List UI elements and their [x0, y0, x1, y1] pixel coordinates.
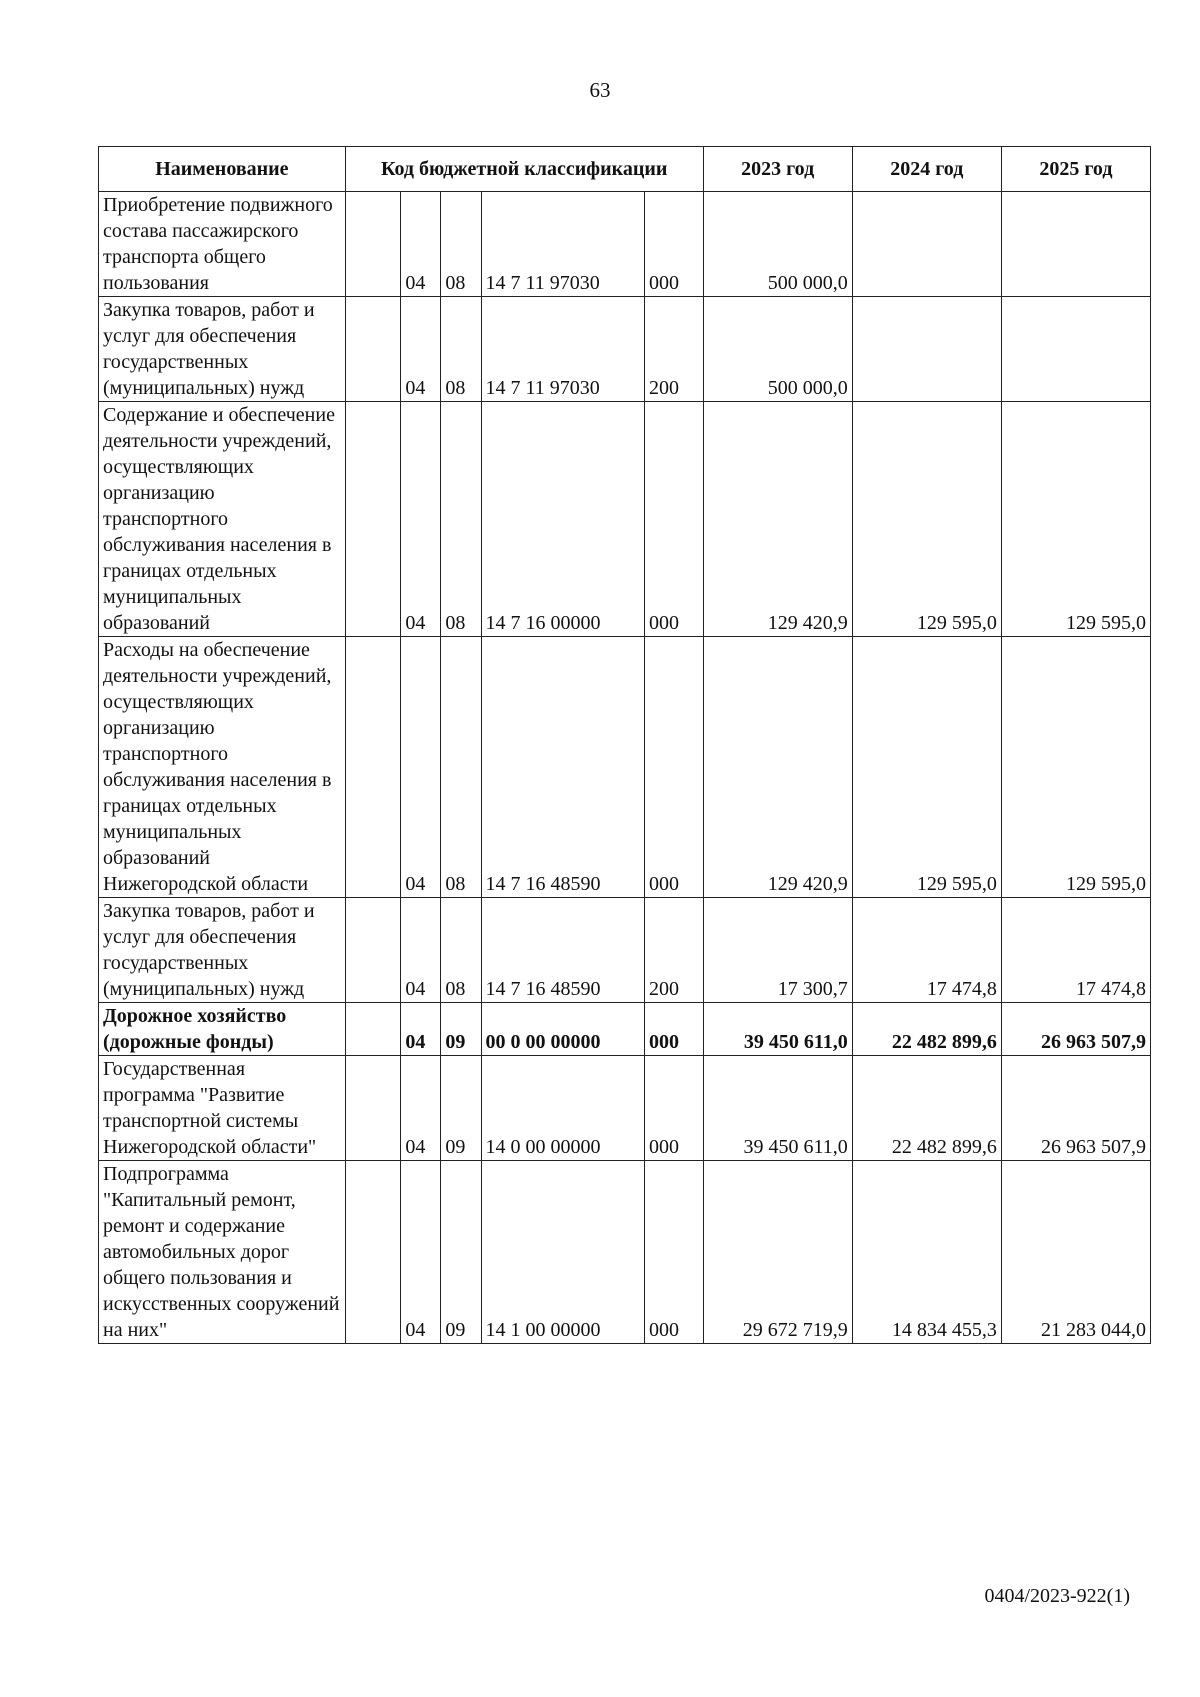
expense-type-code: 000: [645, 1056, 704, 1161]
subsection-code: 08: [441, 192, 481, 297]
budget-table: [98, 146, 1151, 1344]
subsection-code: 08: [441, 402, 481, 637]
row-name: Подпрограмма "Капитальный ремонт, ремонт и содержание автомобильных дорог общего пользования и искусственных сооружений на них": [99, 1161, 346, 1344]
table-row: [99, 1161, 1151, 1344]
section-code: 04: [401, 297, 441, 402]
expense-type-code: 000: [645, 637, 704, 898]
value-2024: 129 595,0: [852, 637, 1001, 898]
value-2023: 129 420,9: [703, 402, 852, 637]
table-row-section-total: [99, 1003, 1151, 1056]
target-code: 14 7 11 97030: [481, 192, 645, 297]
subsection-code: 09: [441, 1056, 481, 1161]
blank-cell: [345, 1056, 401, 1161]
target-code: 14 7 16 48590: [481, 637, 645, 898]
value-2023: 39 450 611,0: [703, 1003, 852, 1056]
value-2024: 129 595,0: [852, 402, 1001, 637]
value-2025: 129 595,0: [1001, 637, 1150, 898]
value-2023: 39 450 611,0: [703, 1056, 852, 1161]
blank-cell: [345, 1003, 401, 1056]
target-code: 14 7 16 48590: [481, 898, 645, 1003]
blank-cell: [345, 898, 401, 1003]
value-2025: 26 963 507,9: [1001, 1056, 1150, 1161]
blank-cell: [345, 297, 401, 402]
header-2025: 2025 год: [1001, 147, 1150, 192]
row-name: Приобретение подвижного состава пассажирского транспорта общего пользования: [99, 192, 346, 297]
row-name: Расходы на обеспечение деятельности учреждений, осуществляющих организацию транспортного обслуживания населения в границах отдельных муниципальных образований Нижегородской области: [99, 637, 346, 898]
subsection-code: 09: [441, 1003, 481, 1056]
value-2025: 129 595,0: [1001, 402, 1150, 637]
expense-type-code: 200: [645, 898, 704, 1003]
target-code: 14 7 11 97030: [481, 297, 645, 402]
blank-cell: [345, 402, 401, 637]
section-code: 04: [401, 1003, 441, 1056]
table-row: [99, 402, 1151, 637]
target-code: 14 1 00 00000: [481, 1161, 645, 1344]
blank-cell: [345, 192, 401, 297]
section-code: 04: [401, 192, 441, 297]
value-2023: 500 000,0: [703, 192, 852, 297]
value-2025: 26 963 507,9: [1001, 1003, 1150, 1056]
subsection-code: 08: [441, 637, 481, 898]
subsection-code: 08: [441, 297, 481, 402]
value-2023: 500 000,0: [703, 297, 852, 402]
document-number: 0404/2023-922(1): [984, 1585, 1130, 1607]
header-code: Код бюджетной классификации: [345, 147, 703, 192]
blank-cell: [345, 637, 401, 898]
expense-type-code: 000: [645, 1003, 704, 1056]
value-2025: 17 474,8: [1001, 898, 1150, 1003]
row-name: Государственная программа "Развитие транспортной системы Нижегородской области": [99, 1056, 346, 1161]
subsection-code: 08: [441, 898, 481, 1003]
value-2024: [852, 192, 1001, 297]
value-2024: [852, 297, 1001, 402]
row-name: Закупка товаров, работ и услуг для обеспечения государственных (муниципальных) нужд: [99, 297, 346, 402]
row-name: Закупка товаров, работ и услуг для обеспечения государственных (муниципальных) нужд: [99, 898, 346, 1003]
value-2024: 22 482 899,6: [852, 1003, 1001, 1056]
page-number: 63: [589, 78, 611, 102]
expense-type-code: 000: [645, 402, 704, 637]
blank-cell: [345, 1161, 401, 1344]
table-row: [99, 297, 1151, 402]
table-row: [99, 1056, 1151, 1161]
header-2024: 2024 год: [852, 147, 1001, 192]
target-code: 14 0 00 00000: [481, 1056, 645, 1161]
section-code: 04: [401, 637, 441, 898]
value-2023: 29 672 719,9: [703, 1161, 852, 1344]
section-code: 04: [401, 402, 441, 637]
value-2024: 14 834 455,3: [852, 1161, 1001, 1344]
value-2024: 17 474,8: [852, 898, 1001, 1003]
expense-type-code: 000: [645, 192, 704, 297]
table-row: [99, 192, 1151, 297]
section-code: 04: [401, 1056, 441, 1161]
header-name: Наименование: [99, 147, 346, 192]
table-header-row: [99, 147, 1151, 192]
value-2025: [1001, 192, 1150, 297]
value-2025: 21 283 044,0: [1001, 1161, 1150, 1344]
table-row: [99, 898, 1151, 1003]
target-code: 14 7 16 00000: [481, 402, 645, 637]
subsection-code: 09: [441, 1161, 481, 1344]
value-2024: 22 482 899,6: [852, 1056, 1001, 1161]
section-code: 04: [401, 898, 441, 1003]
target-code: 00 0 00 00000: [481, 1003, 645, 1056]
value-2025: [1001, 297, 1150, 402]
value-2023: 17 300,7: [703, 898, 852, 1003]
expense-type-code: 000: [645, 1161, 704, 1344]
row-name: Содержание и обеспечение деятельности учреждений, осуществляющих организацию транспортного обслуживания населения в границах отдельных муниципальных образований: [99, 402, 346, 637]
table-row: [99, 637, 1151, 898]
expense-type-code: 200: [645, 297, 704, 402]
header-2023: 2023 год: [703, 147, 852, 192]
row-name: Дорожное хозяйство (дорожные фонды): [99, 1003, 346, 1056]
section-code: 04: [401, 1161, 441, 1344]
value-2023: 129 420,9: [703, 637, 852, 898]
